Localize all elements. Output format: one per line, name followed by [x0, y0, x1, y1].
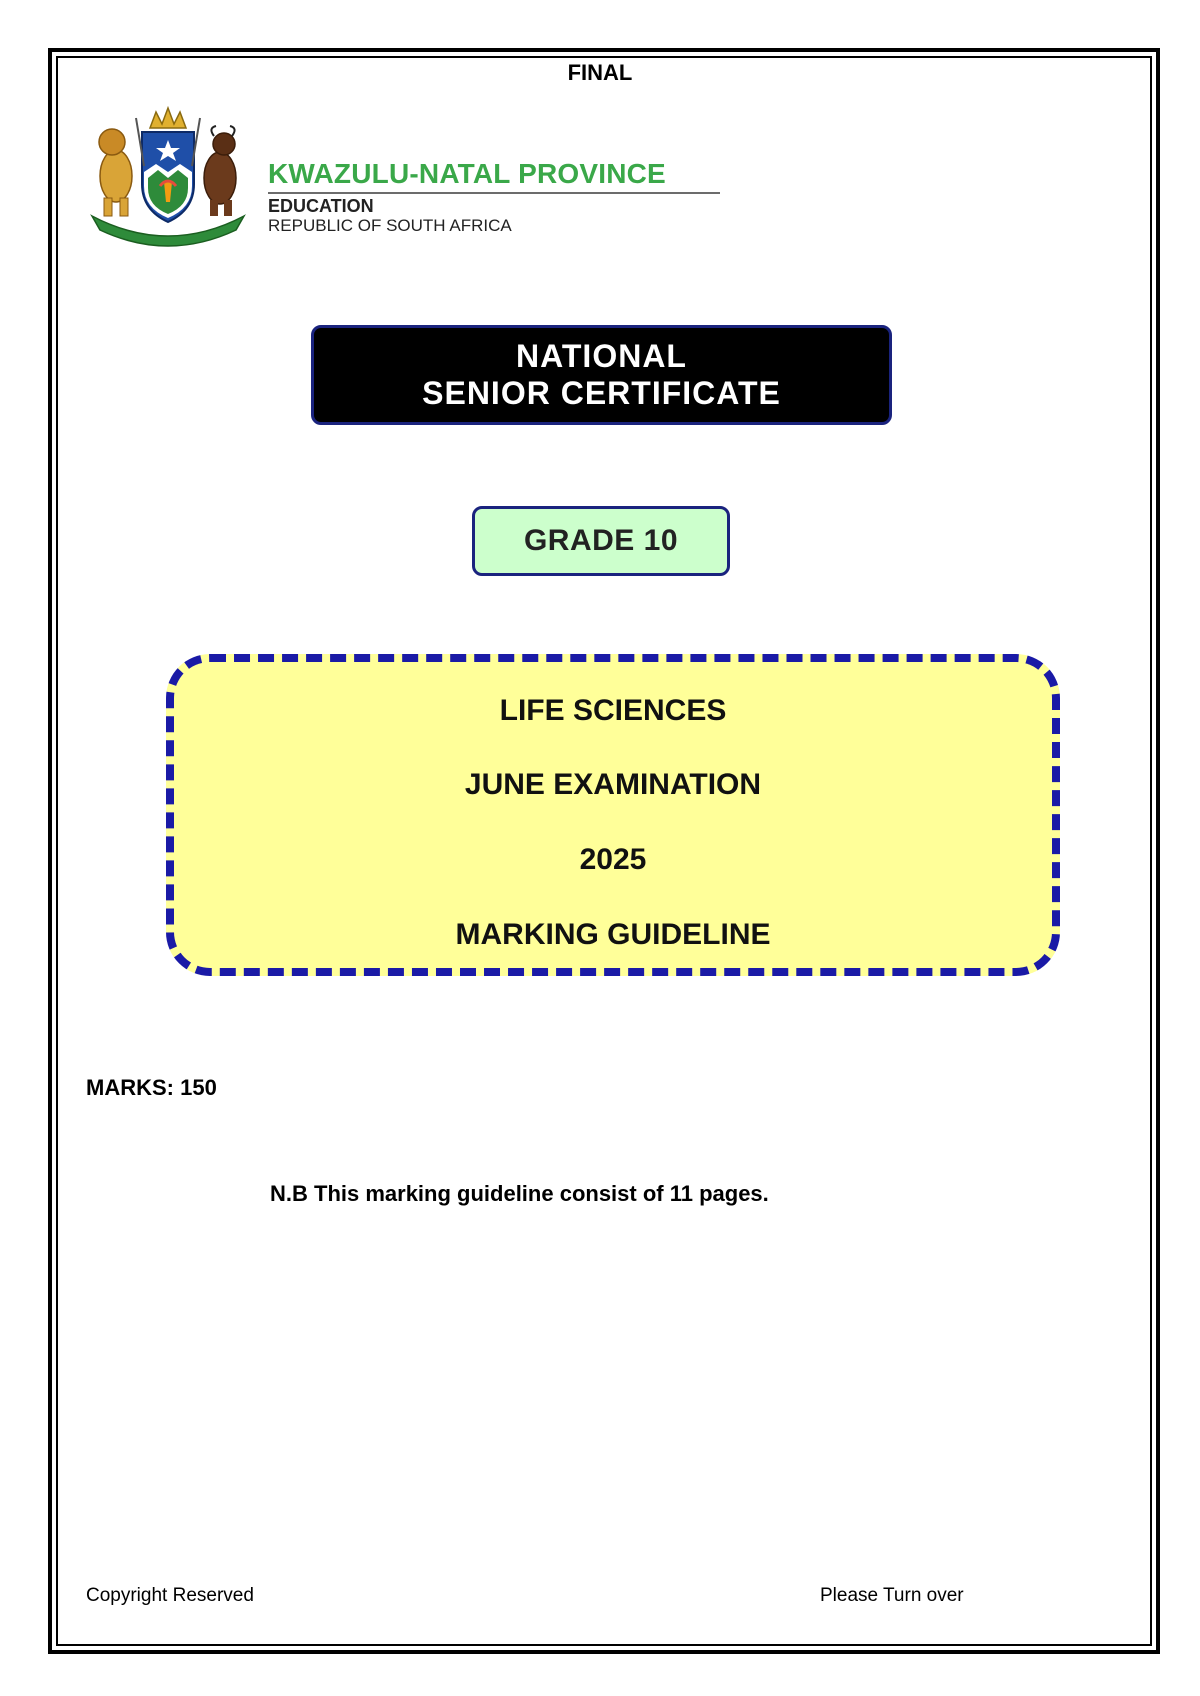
footer-copyright: Copyright Reserved [86, 1585, 254, 1606]
page-count-note: N.B This marking guideline consist of 11 pages. [270, 1181, 769, 1206]
document-type: MARKING GUIDELINE [455, 918, 771, 951]
certificate-line-1: NATIONAL [516, 338, 687, 374]
certificate-line-2: SENIOR CERTIFICATE [422, 375, 781, 411]
exam-name: JUNE EXAMINATION [464, 768, 762, 801]
country-name: REPUBLIC OF SOUTH AFRICA [268, 216, 512, 235]
coat-of-arms-icon [86, 106, 250, 248]
province-name: KWAZULU-NATAL PROVINCE [268, 158, 666, 189]
certificate-banner [311, 325, 892, 425]
footer-turn-over: Please Turn over [820, 1585, 964, 1606]
exam-year: 2025 [579, 843, 647, 876]
grade-badge [472, 506, 730, 576]
grade-label: GRADE 10 [523, 524, 679, 557]
total-marks: MARKS: 150 [86, 1075, 217, 1100]
document-status: FINAL [567, 60, 633, 85]
subject-name: LIFE SCIENCES [499, 694, 727, 727]
department-name: EDUCATION [268, 196, 374, 216]
header-divider [268, 192, 720, 194]
subject-panel [166, 654, 1060, 976]
